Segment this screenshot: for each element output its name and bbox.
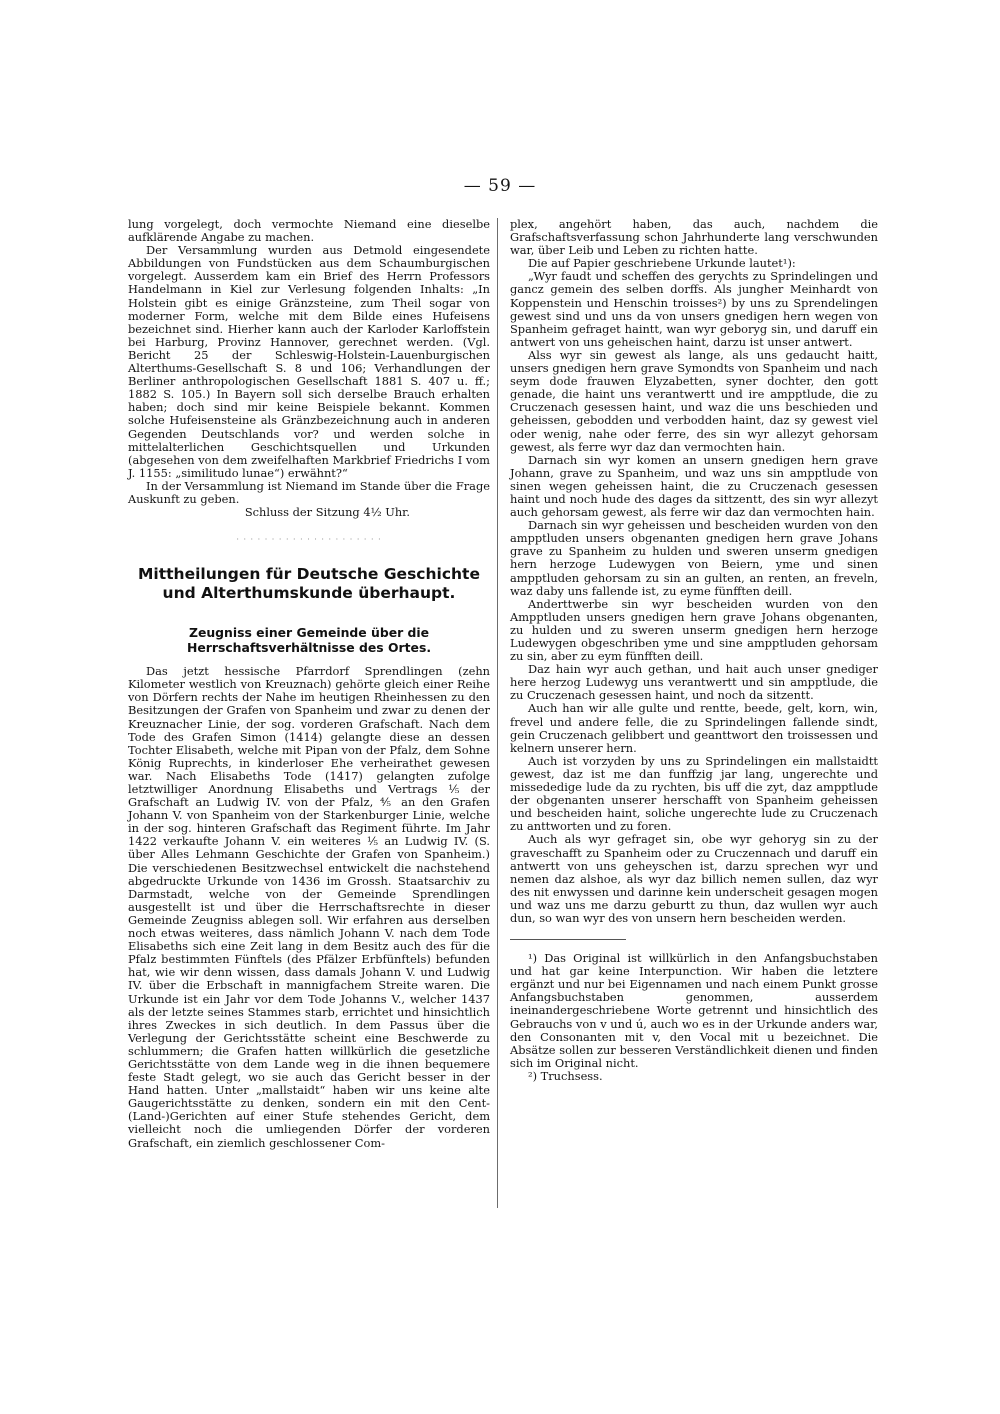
section-heading: Mittheilungen für Deutsche Geschichte und Alterthumskunde überhaupt. bbox=[138, 565, 480, 603]
paragraph: Alss wyr sin gewest als lange, als uns gedaucht haitt, unsers gnedigen hern grave Symondts von Spanheim und nach seym dode frauwen Elyzabetten, syner dochter, den gott genade, die haint uns verantwertt und ire ampptlude, die zu Cruczenach gesessen haint, und waz die uns beschieden und geheissen, gebodden und verbodden haint, daz sy gewest viel oder wenig, nahe oder ferre, des sin wyr allezyt gehorsam gewest, als ferre wyr daz dan vermochten hain. bbox=[510, 347, 878, 454]
paragraph: Auch ist vorzyden by uns zu Sprindelingen ein mallstaidtt gewest, daz ist me dan funffzig jar lang, ungerechte und missededige lude da zu rychten, bis uff die zyt, daz ampptlude der obgenanten unserer herschafft von Spanheim geheissen und bescheiden haint, soliche ungerechte lude zu Cruczenach zu anttworten und zu foren. bbox=[510, 753, 878, 834]
page-number: — 59 — bbox=[463, 176, 537, 196]
paragraph: In der Versammlung ist Niemand im Stande über die Frage Auskunft zu geben. bbox=[128, 478, 490, 506]
left-column bbox=[128, 218, 490, 1150]
session-close-note: Schluss der Sitzung 4½ Uhr. bbox=[244, 505, 410, 520]
right-column bbox=[510, 218, 878, 1083]
section-divider: · · · · · · · · · · · · · · · · · · · · · bbox=[236, 535, 382, 545]
paragraph: Auch han wir alle gulte und rentte, beede, gelt, korn, win, frevel und andere felle, die zu Sprindelingen fallende sindt, gein Cruczenach gelibbert und geanttwort den troissessen und kelnern unserer hern. bbox=[510, 701, 878, 755]
article-heading: Zeugniss einer Gemeinde über die Herrschaftsverhältnisse des Ortes. bbox=[186, 625, 432, 656]
footnote: ¹) Das Original ist willkürlich in den Anfangsbuchstaben und hat gar keine Interpunction. Wir haben die letztere ergänzt und nur bei Eigennamen und nach einem Punkt grosse Anfangsbuchstaben genommen, ausserdem ineinandergeschriebene Worte getrennt und hinsichtlich des Gebrauchs von v und ú, auch wo es in der Urkunde anders war, den Consonanten mit v, den Vocal mit u bezeichnet. Die Absätze sollen zur besseren Verständlichkeit dienen und finden sich im Original nicht. bbox=[510, 951, 878, 1070]
footnote: ²) Truchsess. bbox=[528, 1068, 603, 1083]
paragraph: Darnach sin wyr geheissen und bescheiden wurden von den ampptluden unsers obgenanten gnedigen hern grave Johans grave zu Spanheim zu hulden und sweren unserm gnedigen hern herzoge Ludewygen von Beiern, yme und sinen ampptluden gehorsam zu sin an gulten, an renten, an freveln, waz daby uns fallende ist, zu eyme fünfften deill. bbox=[510, 518, 878, 598]
paragraph: Der Versammlung wurden aus Detmold eingesendete Abbildungen von Fundstücken aus dem Schaumburgischen vorgelegt. Ausserdem kam ein Brief des Herrn Professors Handelmann in Kiel zur Verlesung folgenden Inhalts: „In Holstein gibt es einige Gränzsteine, zum Theil sogar von moderner Form, welche mit dem Bilde eines Hufeisens bezeichnet sind. Hierher kann auch der Karloder Karloffstein bei Harburg, Provinz Hannover, gerechnet werden. (Vgl. Bericht 25 der Schleswig-Holstein-Lauenburgischen Alterthums-Gesellschaft S. 8 und 106; Verhandlungen der Berliner anthropologischen Gesellschaft 1881 S. 407 u. ff.; 1882 S. 105.) In Bayern soll sich derselbe Brauch erhalten haben; doch sind mir keine Beispiele bekannt. Kommen solche Hufeisensteine als Gränzbezeichnung auch in anderen Gegenden Deutschlands vor? und werden solche in mittelalterlichen Geschichtsquellen und Urkunden (abgesehen von dem zweifelhaften Markbrief Friedrichs I vom J. 1155: „similitudo lunae“) erwähnt?“ bbox=[128, 243, 490, 480]
paragraph: Die auf Papier geschriebene Urkunde lautet¹): bbox=[528, 256, 796, 271]
column-rule bbox=[497, 218, 498, 1208]
paragraph: Auch als wyr gefraget sin, obe wyr gehoryg sin zu der graveschafft zu Spanheim oder zu Cruczennach und daruff ein antwertt von uns geheyschen ist, darzu sprechen wyr und nemen daz alshoe, als wyr daz billich nemen sullen, daz wyr des nit enwyssen und darinne kein underscheit gesagen mogen und waz uns me darzu geburtt zu thun, daz wullen wyr auch dun, so wan wyr des von unsern hern bescheiden werden. bbox=[510, 832, 878, 925]
paragraph: Darnach sin wyr komen an unsern gnedigen hern grave Johann, grave zu Spanheim, und waz uns sin ampptlude von sinen wegen geheissen haint, die zu Cruczenach gesessen haint und noch hude des dages da sittzentt, des sin wyr allezyt auch gehorsam gewest, als ferre wir daz dan vermochten hain. bbox=[510, 452, 878, 520]
paragraph: plex, angehört haben, das auch, nachdem die Grafschaftsverfassung schon Jahrhunderte lang verschwunden war, über Leib und Leben zu richten hatte. bbox=[510, 217, 878, 258]
paragraph: Anderttwerbe sin wyr bescheiden wurden von den Ampptluden unsers gnedigen hern grave Johans obgenanten, zu hulden und zu sweren unserm gnedigen hern herzoge Ludewygen obgeschriben yme und sine ampptluden gehorsam zu sin, aber zu eym fünfften deill. bbox=[510, 596, 878, 664]
paragraph: Das jetzt hessische Pfarrdorf Sprendlingen (zehn Kilometer westlich von Kreuznach) gehörte gleich einer Reihe von Dörfern rechts der Nahe im heutigen Rheinhessen zu den Besitzungen der Grafen von Spanheim und zwar zu denen der Kreuznacher Linie, der sog. vorderen Grafschaft. Nach dem Tode des Grafen Simon (1414) gelangte diese an dessen Tochter Elisabeth, welche mit Pipan von der Pfalz, dem Sohne König Ruprechts, in kinderloser Ehe verheirathet gewesen war. Nach Elisabeths Tode (1417) gelangten zufolge letztwilliger Anordnung Elisabeths und Vertrags ⅕ der Grafschaft an Ludwig IV. von der Pfalz, ⅘ an den Grafen Johann V. von Spanheim von der Starkenburger Linie, welche in der sog. hinteren Grafschaft das Regiment führte. Im Jahr 1422 verkaufte Johann V. ein weiteres ⅕ an Ludwig IV. (S. über Alles Lehmann Geschichte der Grafen von Spanheim.) Die verschiedenen Besitzwechsel entwickelt die nachstehend abgedruckte Urkunde von 1436 im Grossh. Staatsarchiv zu Darmstadt, welche von der Gemeinde Sprendlingen ausgestellt ist und über die Herrschaftsrechte in dieser Gemeinde Zeugniss ablegen soll. Wir erfahren aus derselben noch etwas weiteres, dass nämlich Johann V. nach dem Tode Elisabeths sich eine Zeit lang in dem Besitz auch des für die Pfalz bestimmten Fünftels (des Pfälzer Erbfünftels) befunden hat, wie wir denn wissen, dass damals Johann V. und Ludwig IV. über die Erbschaft in mannigfachem Streite waren. Die Urkunde ist ein Jahr vor dem Tode Johanns V., welcher 1437 als der letzte seines Stammes starb, errichtet und hinsichtlich ihres Zweckes in sich deutlich. In dem Passus über die Verlegung der Gerichtsstätte scheint eine Beschwerde zu schlummern; die Grafen hatten willkürlich die gesetzliche Gerichtsstätte von dem Lande weg in die ihnen bequemere feste Stadt gelegt, wo sie auch das Gericht besser in der Hand hatten. Unter „mallstaidt“ haben wir uns keine alte Gaugerichtsstätte zu denken, sondern ein mit den Cent-(Land-)Gerichten auf einer Stufe stehendes Gericht, dem vielleicht noch die umliegenden Dörfer der vorderen Grafschaft, ein ziemlich geschlossener Com- bbox=[128, 664, 490, 1150]
paragraph: „Wyr faudt und scheffen des gerychts zu Sprindelingen und gancz gemein des selben dorffs. Als jungher Meinhardt von Koppenstein und Henschin troisses²) by uns zu Sprendelingen gewest sind und uns da von unsers gnedigen hern wegen von Spanheim gefraget haintt, wan wyr geboryg sin, und daruff ein antwert von uns geheischen haint, darzu ist unser antwert. bbox=[510, 269, 878, 349]
paragraph: lung vorgelegt, doch vermochte Niemand eine dieselbe aufklärende Angabe zu machen. bbox=[128, 217, 490, 245]
paragraph: Daz hain wyr auch gethan, und hait auch unser gnediger here herzog Ludewyg uns verantwertt und sin ampptlude, die zu Cruczenach gesessen haint, und noch da sitzentt. bbox=[510, 662, 878, 703]
footnote-rule bbox=[510, 939, 626, 940]
